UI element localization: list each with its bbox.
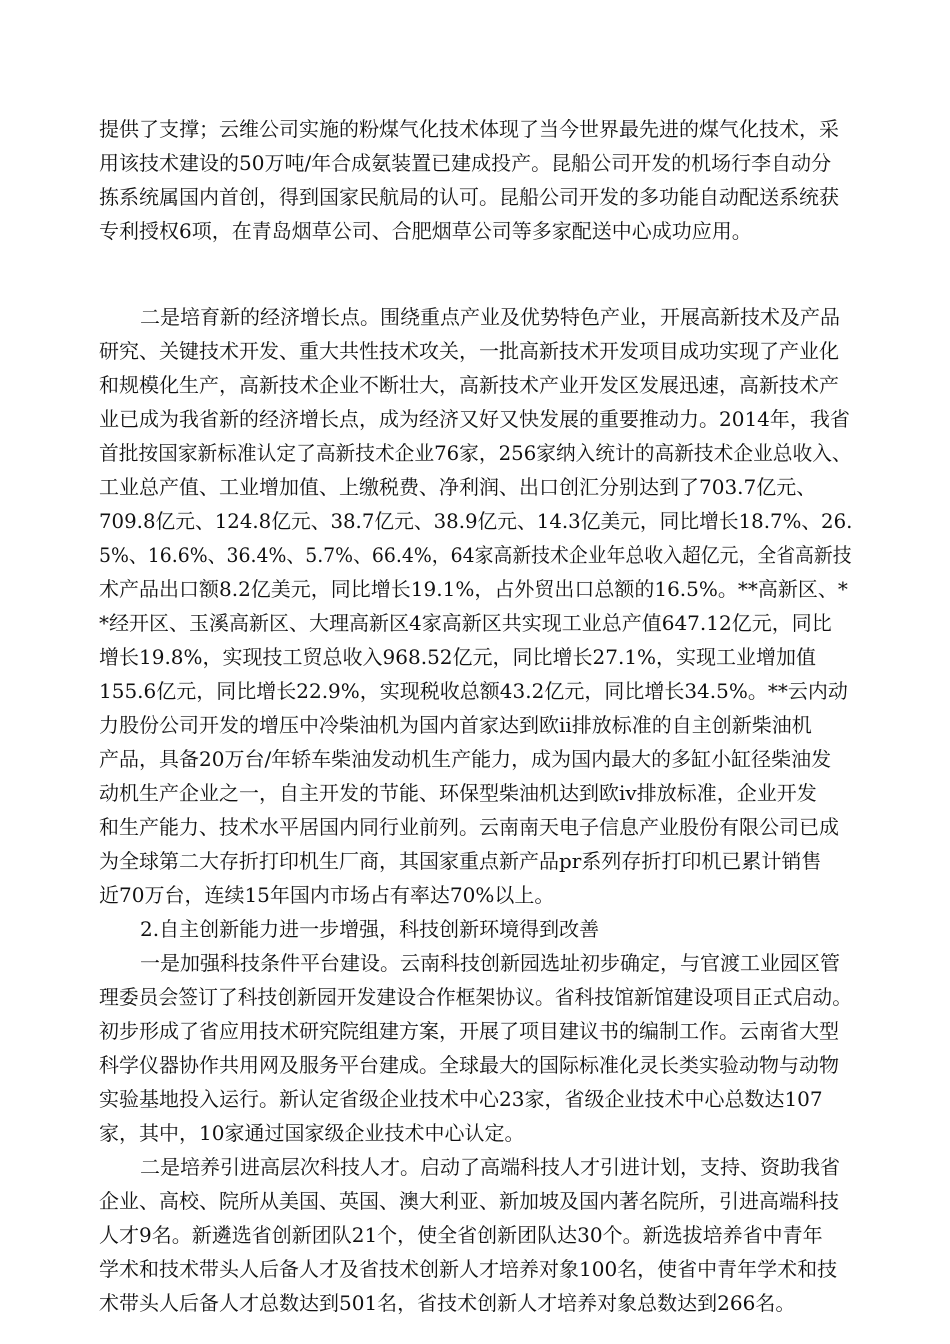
- paragraph-line: 5%、16.6%、36.4%、5.7%、66.4%，64家高新技术企业年总收入超亿元，全省高新技: [99, 543, 852, 567]
- paragraph-line: 二是培养引进高层次科技人才。启动了高端科技人才引进计划，支持、资助我省: [140, 1155, 840, 1179]
- paragraph-line: 动机生产企业之一，自主开发的节能、环保型柴油机达到欧iv排放标准，企业开发: [99, 781, 817, 805]
- paragraph-line: 首批按国家新标准认定了高新技术企业76家，256家纳入统计的高新技术企业总收入、: [99, 441, 852, 465]
- paragraph-line: 企业、高校、院所从美国、英国、澳大利亚、新加坡及国内著名院所，引进高端科技: [99, 1189, 839, 1213]
- paragraph-line: 提供了支撑；云维公司实施的粉煤气化技术体现了当今世界最先进的煤气化技术，采: [99, 117, 839, 141]
- paragraph-line: 术产品出口额8.2亿美元，同比增长19.1%，占外贸出口总额的16.5%。**高新区、*: [99, 577, 848, 601]
- paragraph-line: 研究、关键技术开发、重大共性技术攻关，一批高新技术开发项目成功实现了产业化: [99, 339, 839, 363]
- paragraph-line: 家，其中，10家通过国家级企业技术中心认定。: [99, 1121, 525, 1145]
- section-heading: 2.自主创新能力进一步增强，科技创新环境得到改善: [140, 917, 600, 941]
- paragraph-line: 术带头人后备人才总数达到501名，省技术创新人才培养对象总数达到266名。: [99, 1291, 796, 1315]
- paragraph-line: 用该技术建设的50万吨/年合成氨装置已建成投产。昆船公司开发的机场行李自动分: [99, 151, 832, 175]
- paragraph-line: 二是培育新的经济增长点。围绕重点产业及优势特色产业，开展高新技术及产品: [140, 305, 840, 329]
- paragraph-line: *经开区、玉溪高新区、大理高新区4家高新区共实现工业总产值647.12亿元，同比: [99, 611, 832, 635]
- paragraph-line: 实验基地投入运行。新认定省级企业技术中心23家，省级企业技术中心总数达107: [99, 1087, 823, 1111]
- paragraph-line: 专利授权6项，在青岛烟草公司、合肥烟草公司等多家配送中心成功应用。: [99, 219, 752, 243]
- paragraph-line: 拣系统属国内首创，得到国家民航局的认可。昆船公司开发的多功能自动配送系统获: [99, 185, 839, 209]
- paragraph-line: 业已成为我省新的经济增长点，成为经济又好又快发展的重要推动力。2014年，我省: [99, 407, 850, 431]
- paragraph-line: 人才9名。新遴选省创新团队21个，使全省创新团队达30个。新选拔培养省中青年: [99, 1223, 823, 1247]
- paragraph-line: 初步形成了省应用技术研究院组建方案，开展了项目建议书的编制工作。云南省大型: [99, 1019, 839, 1043]
- paragraph-line: 和生产能力、技术水平居国内同行业前列。云南南天电子信息产业股份有限公司已成: [99, 815, 839, 839]
- paragraph-line: 力股份公司开发的增压中冷柴油机为国内首家达到欧ii排放标准的自主创新柴油机: [99, 713, 812, 737]
- paragraph-line: 理委员会签订了科技创新园开发建设合作框架协议。省科技馆新馆建设项目正式启动。: [99, 985, 853, 1009]
- paragraph-line: 工业总产值、工业增加值、上缴税费、净利润、出口创汇分别达到了703.7亿元、: [99, 475, 817, 499]
- paragraph-line: 学术和技术带头人后备人才及省技术创新人才培养对象100名，使省中青年学术和技: [99, 1257, 838, 1281]
- paragraph-line: 近70万台，连续15年国内市场占有率达70%以上。: [99, 883, 555, 907]
- paragraph-line: 155.6亿元，同比增长22.9%，实现税收总额43.2亿元，同比增长34.5%。**云内动: [99, 679, 848, 703]
- paragraph-line: 和规模化生产，高新技术企业不断壮大，高新技术产业开发区发展迅速，高新技术产: [99, 373, 839, 397]
- paragraph-line: 为全球第二大存折打印机生厂商，其国家重点新产品pr系列存折打印机已累计销售: [99, 849, 822, 873]
- paragraph-line: 产品，具备20万台/年轿车柴油发动机生产能力，成为国内最大的多缸小缸径柴油发: [99, 747, 832, 771]
- paragraph-line: 增长19.8%，实现技工贸总收入968.52亿元，同比增长27.1%，实现工业增加值: [99, 645, 817, 669]
- paragraph-line: 科学仪器协作共用网及服务平台建成。全球最大的国际标准化灵长类实验动物与动物: [99, 1053, 839, 1077]
- paragraph-line: 709.8亿元、124.8亿元、38.7亿元、38.9亿元、14.3亿美元，同比增长18.7%、26.: [99, 509, 853, 533]
- paragraph-line: 一是加强科技条件平台建设。云南科技创新园选址初步确定，与官渡工业园区管: [140, 951, 840, 975]
